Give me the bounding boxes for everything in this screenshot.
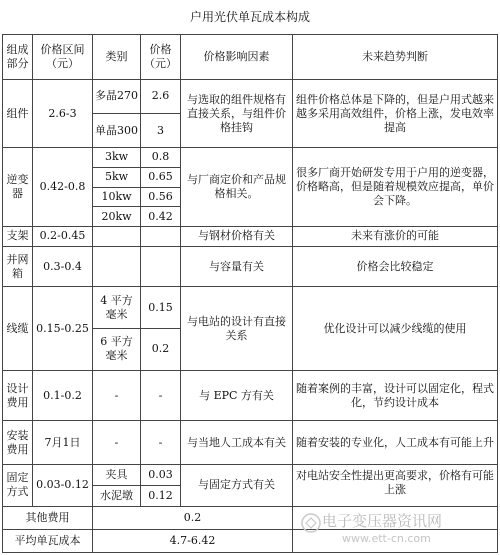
- inverter-sub-category: 20kw: [93, 207, 141, 227]
- mount-name: 固定方式: [3, 465, 33, 507]
- average-name: 平均单瓦成本: [3, 529, 93, 552]
- inverter-sub-category: 5kw: [93, 167, 141, 187]
- table-row-grid-box: [3, 246, 498, 287]
- install-name: 安装费用: [3, 421, 33, 465]
- module-factor: 与选取的组件规格有直接关系，与组件价格挂钩: [181, 79, 293, 147]
- install-trend: 随着安装的专业化，人工成本有可能上升: [293, 421, 498, 465]
- inverter-sub-price: 0.42: [141, 207, 181, 227]
- mount-sub-category: 夹具: [93, 465, 141, 486]
- header-factor: 价格影响因素: [181, 35, 293, 80]
- inverter-factor: 与厂商定价和产品规格相关。: [181, 148, 293, 227]
- header-category: 类别: [93, 35, 141, 80]
- cable-sub-category: 6 平方毫米: [93, 329, 141, 371]
- module-trend: 组件价格总体是下降的，但是户用式越来越多采用高效组件，价格上涨，发电效率提高: [293, 79, 498, 147]
- header-price-range: 价格区间（元）: [33, 35, 93, 80]
- table-header-row: [3, 35, 498, 80]
- inverter-trend: 很多厂商开始研发专用于户用的逆变器，价格略高，但是随着规模效应提高，单价会下降。: [293, 148, 498, 227]
- cable-sub-category: 4 平方毫米: [93, 287, 141, 329]
- page-title: 户用光伏单瓦成本构成: [189, 10, 310, 24]
- bracket-name: 支架: [3, 227, 33, 247]
- mount-sub-price: 0.12: [141, 485, 181, 506]
- module-range: 2.6-3: [33, 79, 93, 147]
- other-value: 0.2: [93, 506, 293, 529]
- table-row-install: [3, 421, 498, 465]
- design-factor: 与 EPC 方有关: [181, 370, 293, 420]
- mount-range: 0.03-0.12: [33, 465, 93, 507]
- inverter-sub-price: 0.65: [141, 167, 181, 187]
- cable-sub-price: 0.2: [141, 329, 181, 371]
- inverter-sub-category: 10kw: [93, 187, 141, 207]
- cable-sub-price: 0.15: [141, 287, 181, 329]
- design-range: 0.1-0.2: [33, 370, 93, 420]
- cable-name: 线缆: [3, 287, 33, 370]
- header-component: 组成部分: [3, 35, 33, 80]
- inverter-sub-category: 3kw: [93, 148, 141, 168]
- table-row-bracket: [3, 227, 498, 247]
- design-category: -: [93, 370, 141, 420]
- table-row-module: [3, 79, 498, 113]
- cost-table: [2, 34, 498, 553]
- module-name: 组件: [3, 79, 33, 147]
- cable-range: 0.15-0.25: [33, 287, 93, 370]
- cable-factor: 与电站的设计有直接关系: [181, 287, 293, 370]
- cable-trend: 优化设计可以减少线缆的使用: [293, 287, 498, 370]
- table-row-design: [3, 370, 498, 420]
- table-row-mount: [3, 465, 498, 486]
- bracket-factor: 与钢材价格有关: [181, 227, 293, 247]
- module-sub-price: 3: [141, 114, 181, 148]
- mount-sub-price: 0.03: [141, 465, 181, 486]
- mount-trend: 对电站安全性提出更高要求，价格有可能上涨: [293, 465, 498, 507]
- watermark-text: 电子变压器资讯网: [322, 512, 443, 530]
- header-price: 价格（元）: [141, 35, 181, 80]
- table-row-cable: [3, 287, 498, 329]
- inverter-sub-price: 0.56: [141, 187, 181, 207]
- module-sub-price: 2.6: [141, 79, 181, 113]
- bracket-range: 0.2-0.45: [33, 227, 93, 247]
- watermark-url: www.ett-cn.com: [342, 532, 431, 545]
- design-price: -: [141, 370, 181, 420]
- mount-factor: 与固定方式有关: [181, 465, 293, 507]
- grid-box-factor: 与容量有关: [181, 246, 293, 287]
- inverter-name: 逆变器: [3, 148, 33, 227]
- module-sub-category: 多晶270: [93, 79, 141, 113]
- grid-box-range: 0.3-0.4: [33, 246, 93, 287]
- install-factor: 与当地人工成本有关: [181, 421, 293, 465]
- module-sub-category: 单晶300: [93, 114, 141, 148]
- design-name: 设计费用: [3, 370, 33, 420]
- table-row-inverter: [3, 148, 498, 168]
- inverter-range: 0.42-0.8: [33, 148, 93, 227]
- other-name: 其他费用: [3, 506, 93, 529]
- grid-box-trend: 价格会比较稳定: [293, 246, 498, 287]
- design-trend: 随着案例的丰富，设计可以固定化，程式化，节约设计成本: [293, 370, 498, 420]
- watermark-logo-icon: [300, 512, 322, 534]
- average-value: 4.7-6.42: [93, 529, 293, 552]
- header-trend: 未来趋势判断: [293, 35, 498, 80]
- install-category: -: [93, 421, 141, 465]
- install-range: 7月1日: [33, 421, 93, 465]
- grid-box-name: 并网箱: [3, 246, 33, 287]
- bracket-trend: 未来有涨价的可能: [293, 227, 498, 247]
- install-price: -: [141, 421, 181, 465]
- mount-sub-category: 水泥墩: [93, 485, 141, 506]
- inverter-sub-price: 0.8: [141, 148, 181, 168]
